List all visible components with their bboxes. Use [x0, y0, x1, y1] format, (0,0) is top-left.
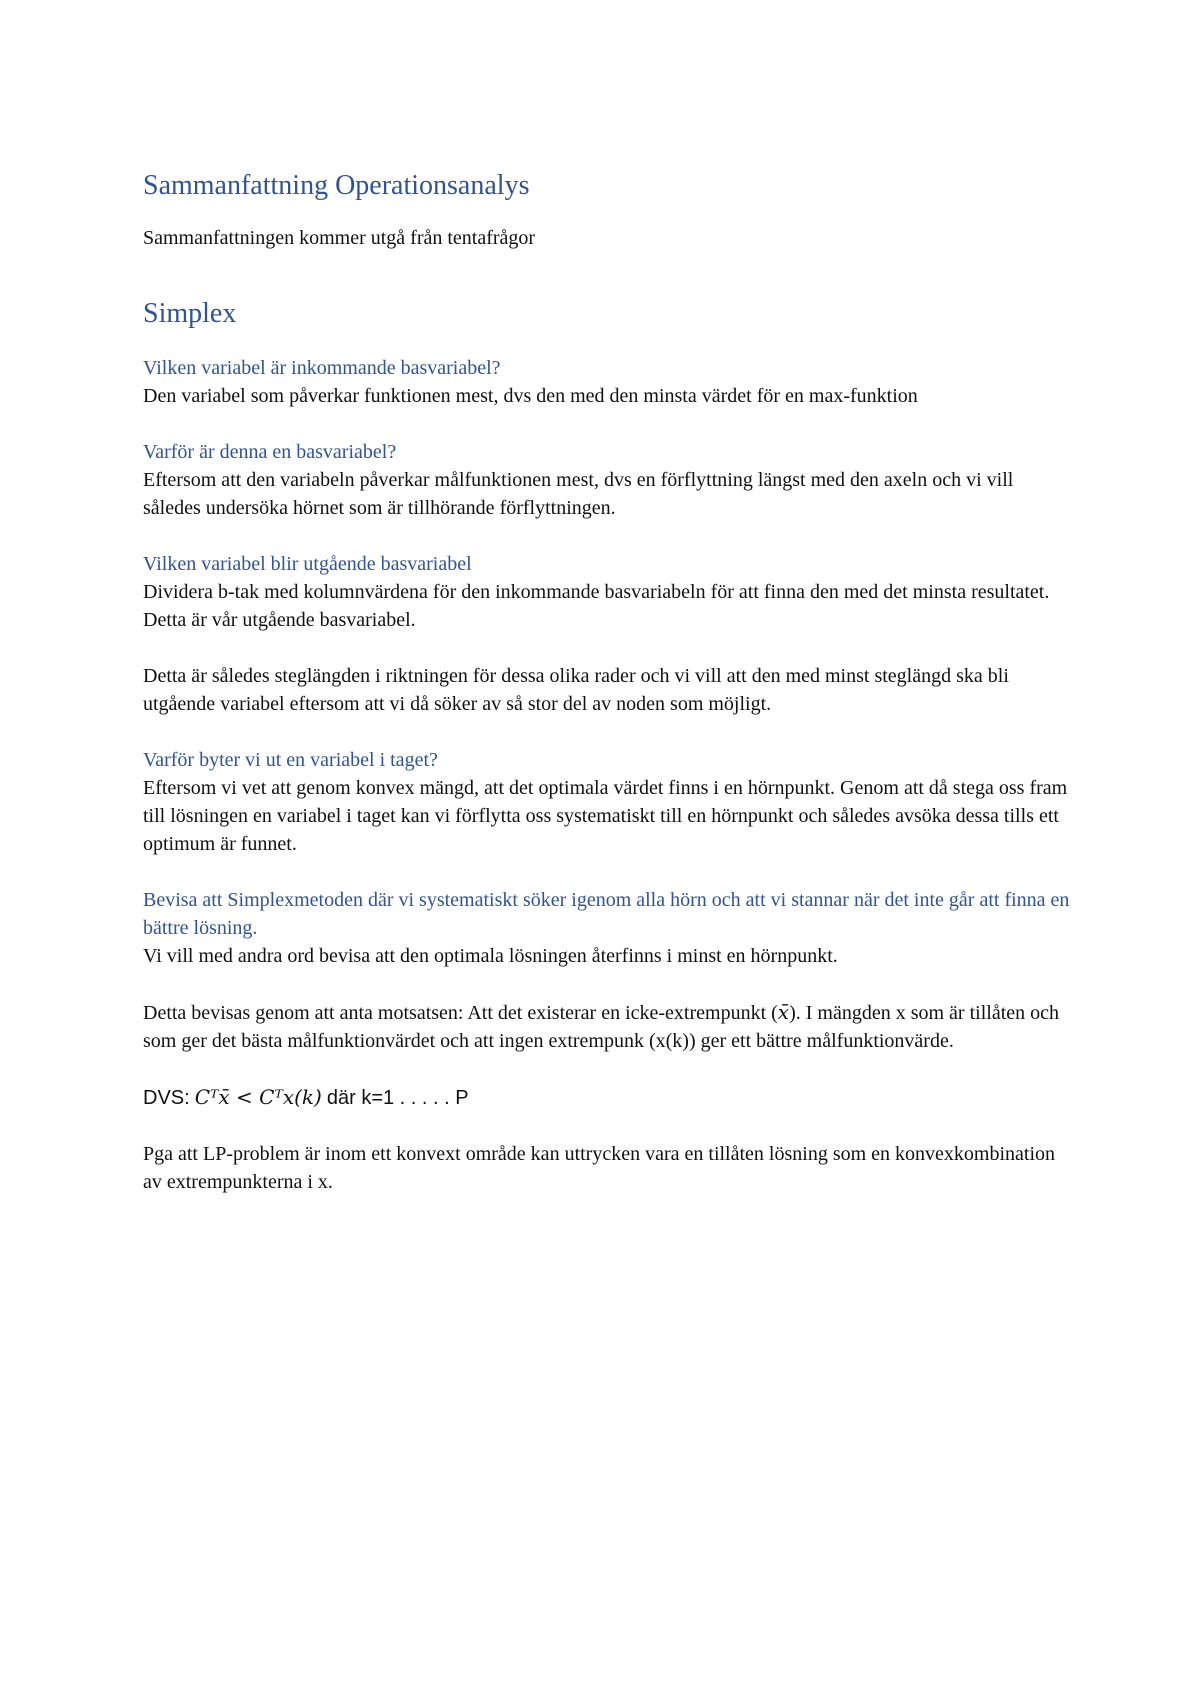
qa-item	[143, 354, 1073, 410]
answer-text: Eftersom att den variabeln påverkar målfunktionen mest, dvs en förflyttning längst med den axeln och vi vill således undersöka hörnet som är tillhörande förflyttningen.	[143, 469, 1014, 519]
document-body	[143, 168, 1073, 1224]
question-heading: Varför byter vi ut en variabel i taget?	[143, 749, 438, 771]
dvs-formula-line	[143, 1083, 1073, 1112]
answer-text: Den variabel som påverkar funktionen mest, dvs den med den minsta värdet för en max-funktion	[143, 385, 918, 407]
final-paragraph: Pga att LP-problem är inom ett konvext område kan uttrycken vara en tillåten lösning som en konvexkombination av extrempunkterna i x.	[143, 1143, 1056, 1193]
intro-paragraph: Sammanfattningen kommer utgå från tentafrågor	[143, 227, 536, 249]
answer-text: Eftersom vi vet att genom konvex mängd, att det optimala värdet finns i en hörnpunkt. Genom att då stega oss fram till lösningen en variabel i taget kan vi förflytta oss systematiskt till en hörnpunkt och således avsöka dessa tills ett optimum är funnet.	[143, 777, 1068, 855]
x-bar-symbol: x̄	[777, 1000, 790, 1024]
proof-text-start: Detta bevisas genom att anta motsatsen: Att det existerar en icke-extrempunkt (	[143, 1002, 778, 1024]
steglangd-paragraph: Detta är således steglängden i riktningen för dessa olika rader och vi vill att den med minst steglängd ska bli utgående variabel eftersom att vi då söker av så stor del av noden som möjligt.	[143, 665, 1009, 715]
qa-item	[143, 886, 1073, 970]
question-heading: Vilken variabel är inkommande basvariabel?	[143, 357, 501, 379]
proof-paragraph	[143, 998, 1073, 1055]
qa-item	[143, 550, 1073, 634]
qa-item	[143, 746, 1073, 858]
section-title-simplex: Simplex	[143, 298, 237, 329]
question-heading: Varför är denna en basvariabel?	[143, 441, 397, 463]
qa-item	[143, 438, 1073, 522]
proof-text-end: ). I mängden x som är tillåten och som ger det bästa målfunktionvärdet och att ingen extrempunk (x(k)) ger ett bättre målfunktionvärde.	[143, 1002, 1059, 1052]
question-heading: Vilken variabel blir utgående basvariabel	[143, 553, 472, 575]
dvs-range: där k=1 . . . . . P	[326, 1087, 469, 1109]
document-title: Sammanfattning Operationsanalys	[143, 170, 530, 201]
question-heading: Bevisa att Simplexmetoden där vi systematiskt söker igenom alla hörn och att vi stannar när det inte går att finna en bättre lösning.	[143, 889, 1070, 939]
answer-text: Dividera b-tak med kolumnvärdena för den inkommande basvariabeln för att finna den med det minsta resultatet. Detta är vår utgående basvariabel.	[143, 581, 1050, 631]
dvs-inequality: Cᵀx̄ < Cᵀx(k)	[194, 1085, 322, 1109]
answer-text: Vi vill med andra ord bevisa att den optimala lösningen återfinns i minst en hörnpunkt.	[143, 945, 838, 967]
dvs-label: DVS:	[143, 1087, 190, 1109]
